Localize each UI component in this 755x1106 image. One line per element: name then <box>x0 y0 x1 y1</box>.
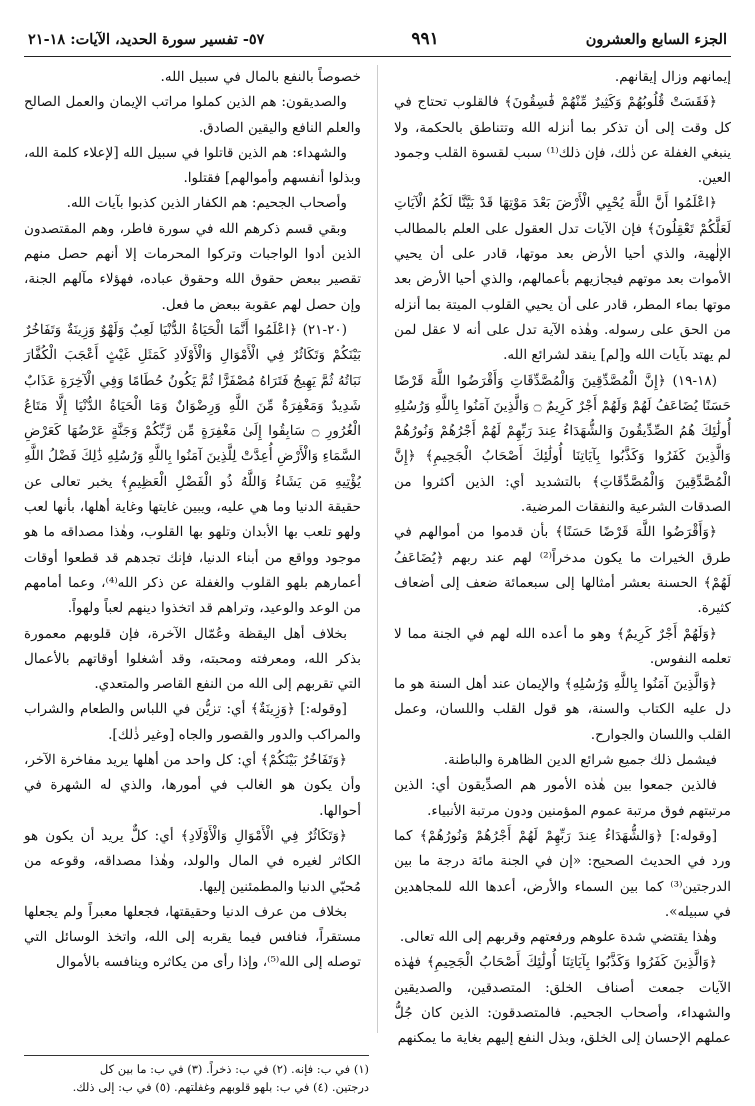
paragraph: ﴿وَالَّذِينَ كَفَرُوا وَكَذَّبُوا بِآيَاتِنَا أُولَٰئِكَ أَصْحَابُ الْجَحِيمِ﴾ فهٰذه الآيات جمعت أصناف الخلق: المتصدقين، والصديقين والشهداء، وأصحاب الجحيم. فالمتصدقون: الذين كان جُلُّ عملهم الإحسان إلى الخلق، وبذل النفع إليهم بغاية ما يمكنهم <box>393 954 731 1047</box>
text-columns <box>23 65 731 1047</box>
paragraph: فالذين جمعوا بين هٰذه الأمور هم الصدِّيقون أي: الذين مرتبتهم فوق مرتبة عموم المؤمنين ودون مرتبة الأنبياء. <box>393 777 731 819</box>
paragraph: والشهداء: هم الذين قاتلوا في سبيل الله [لإعلاء كلمة الله، وبذلوا أنفسهم وأموالهم] فقتلوا. <box>23 144 361 187</box>
column-divider <box>377 65 378 1033</box>
paragraph: ﴿اعْلَمُوا أَنَّ اللَّهَ يُحْيِي الْأَرْضَ بَعْدَ مَوْتِهَا قَدْ بَيَّنَّا لَكُمُ الْآيَاتِ لَعَلَّكُمْ تَعْقِلُونَ﴾ فإن الآيات تدل العقول على العلم بالمطالب الإلٰهية، والذي أحيا الأرض بعد موتها، قادر على أن يحيي الأموات بعد موتهم فيجازيهم بأعمالهم، والذي أحيا الأرض بعد موتها بماء المطر، قادر على أن يحيي القلوب الميتة بما أنزله من الحق على رسوله. وهٰذه الآية تدل على أنه لا عقل لمن لم يهتد بآيات الله و[لم] ينقد لشرائع الله. <box>393 195 731 364</box>
footnote-line: (١) في ب: فإنه. (٢) في ب: ذخراً. (٣) في ب: ما بين كل <box>99 1062 369 1076</box>
paragraph: [وقوله:] ﴿وَالشُّهَدَاءُ عِندَ رَبِّهِمْ لَهُمْ أَجْرُهُمْ وَنُورُهُمْ﴾ كما ورد في الحديث الصحيح: «إن في الجنة مائة درجة ما بين الدرجتين⁽³⁾ كما بين السماء والأرض، أعدها الله للمجاهدين في سبيله». <box>393 827 731 920</box>
paragraph: وأصحاب الجحيم: هم الكفار الذين كذبوا بآيات الله. <box>66 195 347 212</box>
footnote-line: درجتين. (٤) في ب: بلهو قلوبهم وغفلتهم. (٥) في ب: إلى ذلك. <box>72 1080 369 1094</box>
paragraph: (٢٠-٢١) ﴿اعْلَمُوا أَنَّمَا الْحَيَاةُ الدُّنْيَا لَعِبٌ وَلَهْوٌ وَزِينَةٌ وَتَفَاخُرٌ بَيْنَكُمْ وَتَكَاثُرٌ فِي الْأَمْوَالِ وَالْأَوْلَادِ كَمَثَلِ غَيْثٍ أَعْجَبَ الْكُفَّارَ نَبَاتُهُ ثُمَّ يَهِيجُ فَتَرَاهُ مُصْفَرًّا ثُمَّ يَكُونُ حُطَامًا وَفِي الْآخِرَةِ عَذَابٌ شَدِيدٌ وَمَغْفِرَةٌ مِّنَ اللَّهِ وَرِضْوَانٌ وَمَا الْحَيَاةُ الدُّنْيَا إِلَّا مَتَاعُ الْغُرُورِ ۝ سَابِقُوا إِلَىٰ مَغْفِرَةٍ مِّن رَّبِّكُمْ وَجَنَّةٍ عَرْضُهَا كَعَرْضِ السَّمَاءِ وَالْأَرْضِ أُعِدَّتْ لِلَّذِينَ آمَنُوا بِاللَّهِ وَرُسُلِهِ ذَٰلِكَ فَضْلُ اللَّهِ يُؤْتِيهِ مَن يَشَاءُ وَاللَّهُ ذُو الْفَضْلِ الْعَظِيمِ﴾ يخبر تعالى عن حقيقة الدنيا وما هي عليه، ويبين غايتها وغاية أهلها، بأنها لعب ولهو تلعب بها الأبدان وتلهو بها القلوب، وهٰذا مصداقه ما هو موجود وواقع من أبناء الدنيا، فإنك تجدهم قد قطعوا أوقات أعمارهم بلهو القلوب والغفلة عن ذكر الله⁽⁴⁾، وعما أمامهم من الوعد والوعيد، وتراهم قد اتخذوا دينهم لعباً ولهواً. <box>23 321 361 617</box>
paragraph: ﴿وَتَكَاثُرٌ فِي الْأَمْوَالِ وَالْأَوْلَادِ﴾ أي: كلٌّ يريد أن يكون هو الكاثر لغيره في المال والولد، وهٰذا مصداقه، وقوعه من مُحبّي الدنيا والمطمئنين إليها. <box>23 827 361 895</box>
paragraph: والصديقون: هم الذين كملوا مراتب الإيمان والعمل الصالح والعلم النافع واليقين الصادق. <box>23 94 361 136</box>
paragraph: ﴿وَتَفَاخُرٌ بَيْنَكُمْ﴾ أي: كل واحد من أهلها يريد مفاخرة الآخر، وأن يكون هو الغالب في أمورها، والذي له الشهرة في أحوالها. <box>23 752 361 819</box>
right-column <box>393 65 731 1047</box>
footnotes <box>24 1055 369 1096</box>
paragraph: بخلاف من عرف الدنيا وحقيقتها، فجعلها معبراً ولم يجعلها مستقراً، فنافس فيما يقربه إلى الله، واتخذ الوسائل التي توصله إلى الله⁽⁵⁾، وإذا رأى من يكاثره وينافسه بالأموال <box>23 903 361 971</box>
paragraph: (١٨-١٩) ﴿إِنَّ الْمُصَّدِّقِينَ وَالْمُصَّدِّقَاتِ وَأَقْرَضُوا اللَّهَ قَرْضًا حَسَنًا يُضَاعَفُ لَهُمْ وَلَهُمْ أَجْرٌ كَرِيمٌ ۝ وَالَّذِينَ آمَنُوا بِاللَّهِ وَرُسُلِهِ أُولَٰئِكَ هُمُ الصِّدِّيقُونَ وَالشُّهَدَاءُ عِندَ رَبِّهِمْ لَهُمْ أَجْرُهُمْ وَنُورُهُمْ وَالَّذِينَ كَفَرُوا وَكَذَّبُوا بِآيَاتِنَا أُولَٰئِكَ أَصْحَابُ الْجَحِيمِ﴾ ﴿إِنَّ الْمُصَّدِّقِينَ وَالْمُصَّدِّقَاتِ﴾ بالتشديد أي: الذين أكثروا من الصدقات الشرعية والنفقات المرضية. <box>393 372 731 516</box>
paragraph: ﴿وَأَقْرَضُوا اللَّهَ قَرْضًا حَسَنًا﴾ بأن قدموا من أموالهم في طرق الخيرات ما يكون مدخراً⁽²⁾ لهم عند ربهم ﴿يُضَاعَفُ لَهُمْ﴾ الحسنة بعشر أمثالها إلى سبعمائة ضعف إلى أضعاف كثيرة. <box>393 524 731 617</box>
paragraph: خصوصاً بالنفع بالمال في سبيل الله. <box>160 69 361 85</box>
page-number: ٩٩١ <box>411 29 439 49</box>
paragraph: ﴿وَالَّذِينَ آمَنُوا بِاللَّهِ وَرُسُلِهِ﴾ والإيمان عند أهل السنة هو ما دل عليه الكتاب والسنة، هو قول القلب واللسان، وعمل القلب واللسان والجوارح. <box>393 676 731 743</box>
page-header <box>24 22 731 57</box>
header-surah-title: ٥٧- تفسير سورة الحديد، الآيات: ١٨-٢١ <box>28 30 265 48</box>
paragraph: فيشمل ذلك جميع شرائع الدين الظاهرة والباطنة. <box>443 752 717 769</box>
paragraph: وهٰذا يقتضي شدة علوهم ورفعتهم وقربهم إلى الله تعالى. <box>399 929 717 946</box>
paragraph: بخلاف أهل اليقظة وعُمّال الآخرة، فإن قلوبهم معمورة بذكر الله، ومعرفته ومحبته، وقد أشغلوا أوقاتهم بالأعمال التي تقربهم إلى الله من النفع القاصر والمتعدي. <box>23 625 361 693</box>
header-part-title: الجزء السابع والعشرون <box>585 30 727 48</box>
paragraph: إيمانهم وزال إيقانهم. <box>614 69 731 85</box>
paragraph: وبقي قسم ذكرهم الله في سورة فاطر، وهم المقتصدون الذين أدوا الواجبات وتركوا المحرمات إلا أنهم حصل منهم تقصير ببعض حقوق الله وحقوق عباده، فهؤلاء مآلهم الجنة، وإن حصل لهم عقوبة ببعض ما فعل. <box>23 220 361 313</box>
paragraph: ﴿وَلَهُمْ أَجْرٌ كَرِيمٌ﴾ وهو ما أعده الله لهم في الجنة مما لا تعلمه النفوس. <box>393 625 731 667</box>
left-column <box>24 65 361 1033</box>
paragraph: [وقوله:] ﴿وَزِينَةٌ﴾ أي: تزيُّن في اللباس والطعام والشراب والمراكب والدور والقصور والجاه [وغير ذٰلك]. <box>23 701 361 743</box>
paragraph: ﴿فَقَسَتْ قُلُوبُهُمْ وَكَثِيرٌ مِّنْهُمْ فَٰسِقُونَ﴾ فالقلوب تحتاج في كل وقت إلى أن تذكر بما أنزله الله وتتناطق بالحكمة، ولا ينبغي الغفلة عن ذٰلك، فإن ذلك⁽¹⁾ سبب لقسوة القلب وجمود العين. <box>393 94 731 187</box>
